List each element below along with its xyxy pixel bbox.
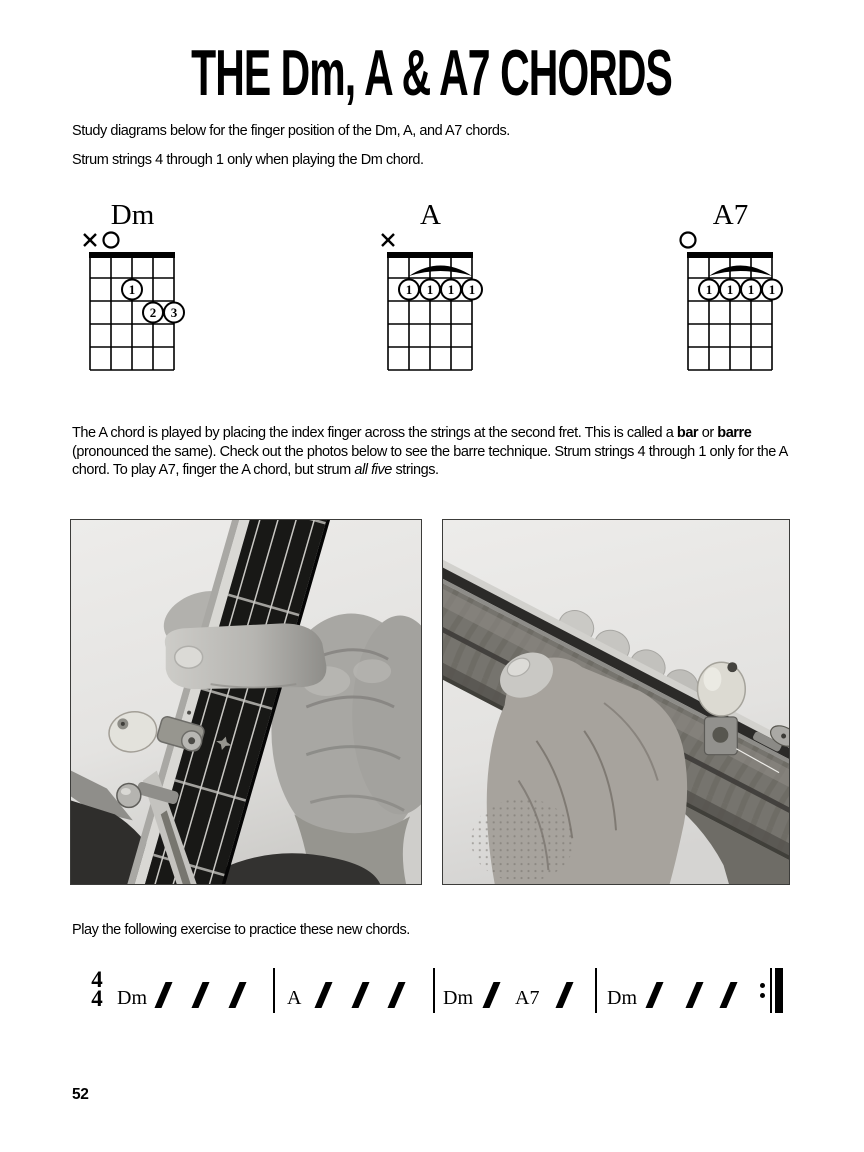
barre-arc xyxy=(409,266,472,277)
finger-dot xyxy=(462,280,482,300)
chord-diagram-a xyxy=(379,200,489,376)
rhythm-slash xyxy=(191,982,209,1008)
chord-name: A7 xyxy=(712,199,749,231)
exercise-staff xyxy=(72,960,802,1020)
finger-dot xyxy=(762,280,782,300)
chord-symbol: Dm xyxy=(607,987,637,1009)
svg-text:1: 1 xyxy=(426,282,434,297)
chord-symbol: Dm xyxy=(117,987,147,1009)
chord-symbol: Dm xyxy=(443,987,473,1009)
paragraph-segment: The A chord is played by placing the index finger across the strings at the second fret. This is called a xyxy=(72,425,677,441)
end-repeat-dot xyxy=(760,983,765,988)
rhythm-slash xyxy=(555,982,573,1008)
paragraph-segment: (pronounced the same). Check out the photos below to see the barre technique. Strum strings 4 through 1 only for the A chord. To play A7, finger the A chord, but strum xyxy=(72,443,788,479)
paragraph-segment: all five xyxy=(354,462,392,479)
barline xyxy=(273,968,275,1013)
rhythm-slash xyxy=(719,982,737,1008)
intro-line-1: Study diagrams below for the finger position of the Dm, A, and A7 chords. xyxy=(72,123,510,139)
chord-grid xyxy=(81,230,191,376)
end-repeat-dot xyxy=(760,993,765,998)
chord-diagram-dm xyxy=(81,200,191,376)
svg-text:1: 1 xyxy=(405,282,413,297)
svg-text:1: 1 xyxy=(747,282,755,297)
muted-string-marker xyxy=(382,234,394,246)
rhythm-slash xyxy=(387,982,405,1008)
paragraph-segment: barre xyxy=(717,425,752,441)
barre-paragraph xyxy=(72,424,796,480)
finger-dot xyxy=(720,280,740,300)
end-repeat-thin-bar xyxy=(770,968,772,1013)
chord-grid xyxy=(379,230,489,376)
rhythm-slash xyxy=(482,982,500,1008)
paragraph-segment: bar xyxy=(676,425,699,441)
chord-symbol: A7 xyxy=(515,987,540,1009)
open-string-marker xyxy=(681,233,696,248)
finger-dot xyxy=(143,303,163,323)
barre-arc xyxy=(709,266,772,277)
chord-symbol: A xyxy=(287,987,302,1009)
finger-dot xyxy=(420,280,440,300)
svg-text:1: 1 xyxy=(468,282,476,297)
open-string-marker xyxy=(104,233,119,248)
nut-bar xyxy=(89,252,175,258)
finger-dot xyxy=(699,280,719,300)
photo-barre-front-view xyxy=(70,519,422,885)
page-title xyxy=(0,36,864,109)
svg-text:1: 1 xyxy=(768,282,776,297)
page-title-text: THE Dm, A & A7 CHORDS xyxy=(191,36,673,109)
chord-name: A xyxy=(420,199,441,231)
exercise-caption: Play the following exercise to practice these new chords. xyxy=(72,922,410,938)
paragraph-segment: strings. xyxy=(391,462,439,479)
barline xyxy=(433,968,435,1013)
muted-string-marker xyxy=(84,234,96,246)
paragraph-segment: or xyxy=(698,425,718,441)
svg-text:1: 1 xyxy=(447,282,455,297)
finger-dot xyxy=(164,303,184,323)
finger-dot xyxy=(399,280,419,300)
finger-dot xyxy=(441,280,461,300)
rhythm-slash xyxy=(685,982,703,1008)
barre-back-illustration xyxy=(443,520,789,884)
rhythm-slash xyxy=(645,982,663,1008)
barline xyxy=(595,968,597,1013)
barre-front-illustration xyxy=(71,520,421,884)
end-repeat-thick-bar xyxy=(775,968,783,1013)
rhythm-slash xyxy=(314,982,332,1008)
svg-text:1: 1 xyxy=(128,282,136,297)
time-signature-bottom: 4 xyxy=(91,986,103,1011)
time-signature xyxy=(86,967,108,1011)
finger-dot xyxy=(122,280,142,300)
chord-name: Dm xyxy=(110,199,155,231)
intro-line-2: Strum strings 4 through 1 only when playing the Dm chord. xyxy=(72,152,424,168)
rhythm-slash xyxy=(351,982,369,1008)
rhythm-slash xyxy=(154,982,172,1008)
svg-text:2: 2 xyxy=(149,305,157,320)
time-signature-top: 4 xyxy=(91,967,103,992)
page-number: 52 xyxy=(72,1086,89,1103)
chord-grid xyxy=(679,230,789,376)
chord-diagram-a7 xyxy=(679,200,789,376)
rhythm-slash xyxy=(228,982,246,1008)
svg-text:1: 1 xyxy=(705,282,713,297)
svg-text:1: 1 xyxy=(726,282,734,297)
nut-bar xyxy=(387,252,473,258)
nut-bar xyxy=(687,252,773,258)
svg-text:3: 3 xyxy=(170,305,178,320)
photo-barre-back-view xyxy=(442,519,790,885)
finger-dot xyxy=(741,280,761,300)
